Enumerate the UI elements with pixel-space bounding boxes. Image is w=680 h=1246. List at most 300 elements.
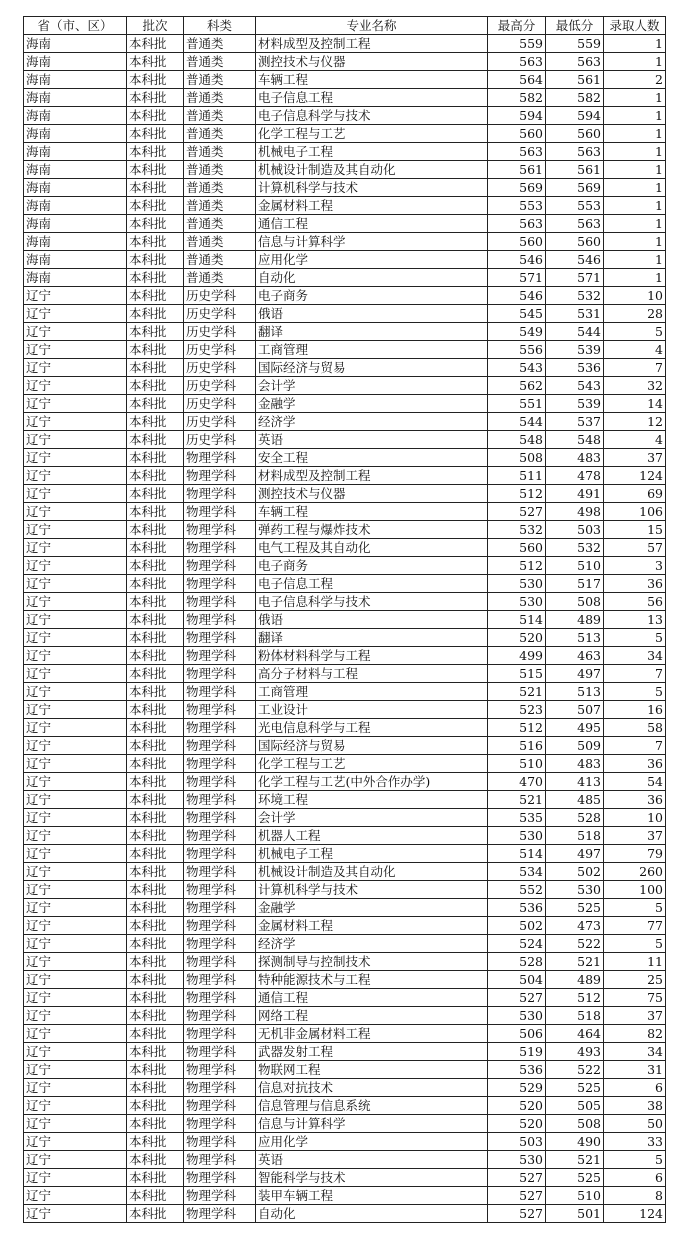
min-score-cell: 522 <box>546 935 604 953</box>
admitted-cell: 1 <box>604 125 666 143</box>
batch-cell: 本科批 <box>127 215 184 233</box>
table-row <box>24 233 666 251</box>
admitted-cell: 6 <box>604 1079 666 1097</box>
province-cell: 海南 <box>24 107 127 125</box>
major-cell: 车辆工程 <box>256 71 488 89</box>
max-score-cell: 534 <box>488 863 546 881</box>
max-score-cell: 546 <box>488 251 546 269</box>
category-cell: 物理学科 <box>184 1187 256 1205</box>
major-cell: 国际经济与贸易 <box>256 737 488 755</box>
batch-cell: 本科批 <box>127 935 184 953</box>
max-score-cell: 563 <box>488 53 546 71</box>
major-cell: 信息对抗技术 <box>256 1079 488 1097</box>
max-score-cell: 548 <box>488 431 546 449</box>
category-cell: 历史学科 <box>184 395 256 413</box>
category-cell: 物理学科 <box>184 503 256 521</box>
max-score-cell: 520 <box>488 629 546 647</box>
province-cell: 辽宁 <box>24 557 127 575</box>
major-cell: 探测制导与控制技术 <box>256 953 488 971</box>
table-row <box>24 179 666 197</box>
province-cell: 辽宁 <box>24 449 127 467</box>
major-cell: 测控技术与仪器 <box>256 53 488 71</box>
admitted-cell: 124 <box>604 1205 666 1223</box>
max-score-cell: 510 <box>488 755 546 773</box>
table-row <box>24 395 666 413</box>
min-score-cell: 548 <box>546 431 604 449</box>
major-cell: 计算机科学与技术 <box>256 881 488 899</box>
batch-cell: 本科批 <box>127 485 184 503</box>
max-score-cell: 514 <box>488 611 546 629</box>
province-cell: 海南 <box>24 35 127 53</box>
max-score-cell: 502 <box>488 917 546 935</box>
major-cell: 金属材料工程 <box>256 197 488 215</box>
table-row <box>24 611 666 629</box>
province-cell: 辽宁 <box>24 305 127 323</box>
category-cell: 物理学科 <box>184 611 256 629</box>
category-cell: 历史学科 <box>184 287 256 305</box>
admitted-cell: 34 <box>604 647 666 665</box>
batch-cell: 本科批 <box>127 809 184 827</box>
major-cell: 电气工程及其自动化 <box>256 539 488 557</box>
major-cell: 英语 <box>256 1151 488 1169</box>
batch-cell: 本科批 <box>127 683 184 701</box>
admitted-cell: 57 <box>604 539 666 557</box>
category-cell: 普通类 <box>184 35 256 53</box>
category-cell: 普通类 <box>184 233 256 251</box>
major-cell: 安全工程 <box>256 449 488 467</box>
major-cell: 测控技术与仪器 <box>256 485 488 503</box>
min-score-cell: 518 <box>546 1007 604 1025</box>
max-score-cell: 556 <box>488 341 546 359</box>
province-cell: 辽宁 <box>24 899 127 917</box>
category-cell: 物理学科 <box>184 539 256 557</box>
min-score-cell: 473 <box>546 917 604 935</box>
max-score-cell: 549 <box>488 323 546 341</box>
major-cell: 光电信息科学与工程 <box>256 719 488 737</box>
province-cell: 辽宁 <box>24 1007 127 1025</box>
max-score-cell: 521 <box>488 791 546 809</box>
table-row <box>24 629 666 647</box>
batch-cell: 本科批 <box>127 863 184 881</box>
min-score-cell: 517 <box>546 575 604 593</box>
table-row <box>24 341 666 359</box>
min-score-cell: 561 <box>546 71 604 89</box>
province-cell: 海南 <box>24 215 127 233</box>
province-cell: 辽宁 <box>24 593 127 611</box>
min-score-cell: 512 <box>546 989 604 1007</box>
max-score-cell: 544 <box>488 413 546 431</box>
batch-cell: 本科批 <box>127 1025 184 1043</box>
table-row <box>24 431 666 449</box>
province-cell: 海南 <box>24 143 127 161</box>
admitted-cell: 50 <box>604 1115 666 1133</box>
table-row <box>24 53 666 71</box>
category-cell: 物理学科 <box>184 1205 256 1223</box>
category-cell: 物理学科 <box>184 1115 256 1133</box>
admitted-cell: 37 <box>604 827 666 845</box>
table-row <box>24 287 666 305</box>
admitted-cell: 14 <box>604 395 666 413</box>
category-cell: 物理学科 <box>184 971 256 989</box>
batch-cell: 本科批 <box>127 431 184 449</box>
max-score-cell: 511 <box>488 467 546 485</box>
admitted-cell: 13 <box>604 611 666 629</box>
major-cell: 经济学 <box>256 413 488 431</box>
batch-cell: 本科批 <box>127 629 184 647</box>
min-score-cell: 491 <box>546 485 604 503</box>
min-score-cell: 483 <box>546 449 604 467</box>
table-row <box>24 557 666 575</box>
admitted-cell: 12 <box>604 413 666 431</box>
max-score-cell: 546 <box>488 287 546 305</box>
batch-cell: 本科批 <box>127 1097 184 1115</box>
province-cell: 海南 <box>24 179 127 197</box>
table-row <box>24 269 666 287</box>
category-cell: 普通类 <box>184 143 256 161</box>
max-score-cell: 516 <box>488 737 546 755</box>
admitted-cell: 10 <box>604 809 666 827</box>
major-cell: 机械设计制造及其自动化 <box>256 863 488 881</box>
min-score-cell: 508 <box>546 1115 604 1133</box>
min-score-cell: 501 <box>546 1205 604 1223</box>
admitted-cell: 34 <box>604 1043 666 1061</box>
admitted-cell: 38 <box>604 1097 666 1115</box>
min-score-cell: 510 <box>546 1187 604 1205</box>
max-score-cell: 594 <box>488 107 546 125</box>
max-score-cell: 470 <box>488 773 546 791</box>
max-score-cell: 527 <box>488 989 546 1007</box>
batch-cell: 本科批 <box>127 1061 184 1079</box>
table-row <box>24 1079 666 1097</box>
table-row <box>24 755 666 773</box>
province-cell: 辽宁 <box>24 719 127 737</box>
max-score-cell: 562 <box>488 377 546 395</box>
province-cell: 辽宁 <box>24 881 127 899</box>
admitted-cell: 28 <box>604 305 666 323</box>
table-row <box>24 35 666 53</box>
category-cell: 普通类 <box>184 251 256 269</box>
admitted-cell: 100 <box>604 881 666 899</box>
category-cell: 物理学科 <box>184 593 256 611</box>
major-cell: 物联网工程 <box>256 1061 488 1079</box>
table-row <box>24 935 666 953</box>
major-cell: 应用化学 <box>256 251 488 269</box>
max-score-cell: 559 <box>488 35 546 53</box>
max-score-cell: 563 <box>488 215 546 233</box>
admitted-cell: 25 <box>604 971 666 989</box>
min-score-cell: 536 <box>546 359 604 377</box>
province-cell: 辽宁 <box>24 1061 127 1079</box>
min-score-cell: 513 <box>546 683 604 701</box>
batch-cell: 本科批 <box>127 737 184 755</box>
category-cell: 物理学科 <box>184 1133 256 1151</box>
category-cell: 物理学科 <box>184 557 256 575</box>
major-cell: 网络工程 <box>256 1007 488 1025</box>
admitted-cell: 79 <box>604 845 666 863</box>
category-cell: 物理学科 <box>184 1079 256 1097</box>
table-row <box>24 413 666 431</box>
category-cell: 物理学科 <box>184 1061 256 1079</box>
admitted-cell: 8 <box>604 1187 666 1205</box>
max-score-cell: 536 <box>488 899 546 917</box>
admission-table <box>23 16 666 1223</box>
table-row <box>24 323 666 341</box>
province-cell: 辽宁 <box>24 773 127 791</box>
table-row <box>24 305 666 323</box>
category-cell: 物理学科 <box>184 683 256 701</box>
category-cell: 物理学科 <box>184 953 256 971</box>
category-cell: 历史学科 <box>184 341 256 359</box>
admitted-cell: 1 <box>604 233 666 251</box>
min-score-cell: 513 <box>546 629 604 647</box>
min-score-cell: 463 <box>546 647 604 665</box>
category-cell: 物理学科 <box>184 917 256 935</box>
table-row <box>24 1115 666 1133</box>
province-cell: 辽宁 <box>24 467 127 485</box>
min-score-cell: 497 <box>546 665 604 683</box>
table-row <box>24 1187 666 1205</box>
province-cell: 辽宁 <box>24 503 127 521</box>
province-cell: 辽宁 <box>24 1043 127 1061</box>
max-score-cell: 514 <box>488 845 546 863</box>
min-score-cell: 464 <box>546 1025 604 1043</box>
max-score-cell: 561 <box>488 161 546 179</box>
max-score-cell: 569 <box>488 179 546 197</box>
category-cell: 物理学科 <box>184 809 256 827</box>
min-score-cell: 483 <box>546 755 604 773</box>
admitted-cell: 1 <box>604 251 666 269</box>
batch-cell: 本科批 <box>127 413 184 431</box>
major-cell: 机械电子工程 <box>256 143 488 161</box>
table-row <box>24 71 666 89</box>
min-score-cell: 478 <box>546 467 604 485</box>
province-cell: 辽宁 <box>24 647 127 665</box>
category-cell: 普通类 <box>184 107 256 125</box>
province-cell: 辽宁 <box>24 1097 127 1115</box>
min-score-cell: 485 <box>546 791 604 809</box>
batch-cell: 本科批 <box>127 953 184 971</box>
max-score-cell: 527 <box>488 503 546 521</box>
category-cell: 物理学科 <box>184 575 256 593</box>
province-cell: 海南 <box>24 233 127 251</box>
major-cell: 电子商务 <box>256 287 488 305</box>
category-cell: 物理学科 <box>184 1169 256 1187</box>
min-score-cell: 489 <box>546 611 604 629</box>
batch-cell: 本科批 <box>127 575 184 593</box>
province-cell: 海南 <box>24 53 127 71</box>
table-row <box>24 1169 666 1187</box>
batch-cell: 本科批 <box>127 773 184 791</box>
max-score-cell: 512 <box>488 719 546 737</box>
batch-cell: 本科批 <box>127 377 184 395</box>
province-cell: 辽宁 <box>24 845 127 863</box>
province-cell: 辽宁 <box>24 323 127 341</box>
admitted-cell: 106 <box>604 503 666 521</box>
table-row <box>24 845 666 863</box>
batch-cell: 本科批 <box>127 341 184 359</box>
table-body <box>24 35 666 1223</box>
category-cell: 物理学科 <box>184 791 256 809</box>
admitted-cell: 1 <box>604 89 666 107</box>
category-cell: 普通类 <box>184 179 256 197</box>
header-major: 专业名称 <box>256 17 488 35</box>
province-cell: 辽宁 <box>24 1079 127 1097</box>
province-cell: 辽宁 <box>24 1133 127 1151</box>
major-cell: 国际经济与贸易 <box>256 359 488 377</box>
max-score-cell: 535 <box>488 809 546 827</box>
category-cell: 物理学科 <box>184 881 256 899</box>
batch-cell: 本科批 <box>127 701 184 719</box>
admitted-cell: 69 <box>604 485 666 503</box>
major-cell: 工商管理 <box>256 341 488 359</box>
province-cell: 辽宁 <box>24 1151 127 1169</box>
batch-cell: 本科批 <box>127 71 184 89</box>
table-row <box>24 359 666 377</box>
admitted-cell: 1 <box>604 53 666 71</box>
category-cell: 物理学科 <box>184 737 256 755</box>
min-score-cell: 543 <box>546 377 604 395</box>
admitted-cell: 1 <box>604 107 666 125</box>
table-row <box>24 1151 666 1169</box>
batch-cell: 本科批 <box>127 1133 184 1151</box>
table-row <box>24 89 666 107</box>
batch-cell: 本科批 <box>127 791 184 809</box>
min-score-cell: 525 <box>546 1079 604 1097</box>
min-score-cell: 413 <box>546 773 604 791</box>
major-cell: 电子信息科学与技术 <box>256 107 488 125</box>
min-score-cell: 505 <box>546 1097 604 1115</box>
table-row <box>24 827 666 845</box>
min-score-cell: 522 <box>546 1061 604 1079</box>
major-cell: 装甲车辆工程 <box>256 1187 488 1205</box>
batch-cell: 本科批 <box>127 611 184 629</box>
admitted-cell: 31 <box>604 1061 666 1079</box>
province-cell: 辽宁 <box>24 395 127 413</box>
category-cell: 物理学科 <box>184 899 256 917</box>
province-cell: 辽宁 <box>24 683 127 701</box>
header-max-score: 最高分 <box>488 17 546 35</box>
min-score-cell: 537 <box>546 413 604 431</box>
batch-cell: 本科批 <box>127 269 184 287</box>
max-score-cell: 520 <box>488 1115 546 1133</box>
batch-cell: 本科批 <box>127 107 184 125</box>
category-cell: 物理学科 <box>184 521 256 539</box>
header-batch: 批次 <box>127 17 184 35</box>
major-cell: 机械电子工程 <box>256 845 488 863</box>
category-cell: 物理学科 <box>184 935 256 953</box>
major-cell: 金融学 <box>256 899 488 917</box>
max-score-cell: 582 <box>488 89 546 107</box>
table-row <box>24 377 666 395</box>
major-cell: 计算机科学与技术 <box>256 179 488 197</box>
admitted-cell: 54 <box>604 773 666 791</box>
batch-cell: 本科批 <box>127 1079 184 1097</box>
admitted-cell: 5 <box>604 1151 666 1169</box>
batch-cell: 本科批 <box>127 827 184 845</box>
max-score-cell: 571 <box>488 269 546 287</box>
province-cell: 海南 <box>24 197 127 215</box>
batch-cell: 本科批 <box>127 287 184 305</box>
category-cell: 普通类 <box>184 269 256 287</box>
province-cell: 辽宁 <box>24 611 127 629</box>
batch-cell: 本科批 <box>127 989 184 1007</box>
category-cell: 物理学科 <box>184 449 256 467</box>
max-score-cell: 543 <box>488 359 546 377</box>
batch-cell: 本科批 <box>127 233 184 251</box>
major-cell: 金属材料工程 <box>256 917 488 935</box>
max-score-cell: 530 <box>488 593 546 611</box>
header-province: 省（市、区） <box>24 17 127 35</box>
table-row <box>24 143 666 161</box>
province-cell: 海南 <box>24 125 127 143</box>
header-admitted: 录取人数 <box>604 17 666 35</box>
batch-cell: 本科批 <box>127 53 184 71</box>
category-cell: 物理学科 <box>184 485 256 503</box>
admitted-cell: 77 <box>604 917 666 935</box>
batch-cell: 本科批 <box>127 1187 184 1205</box>
major-cell: 应用化学 <box>256 1133 488 1151</box>
table-row <box>24 1061 666 1079</box>
province-cell: 海南 <box>24 71 127 89</box>
min-score-cell: 528 <box>546 809 604 827</box>
table-row <box>24 881 666 899</box>
table-row <box>24 521 666 539</box>
admitted-cell: 7 <box>604 665 666 683</box>
max-score-cell: 506 <box>488 1025 546 1043</box>
major-cell: 电子商务 <box>256 557 488 575</box>
province-cell: 辽宁 <box>24 341 127 359</box>
admitted-cell: 2 <box>604 71 666 89</box>
batch-cell: 本科批 <box>127 539 184 557</box>
category-cell: 物理学科 <box>184 1007 256 1025</box>
province-cell: 辽宁 <box>24 359 127 377</box>
max-score-cell: 520 <box>488 1097 546 1115</box>
admitted-cell: 33 <box>604 1133 666 1151</box>
category-cell: 物理学科 <box>184 629 256 647</box>
min-score-cell: 560 <box>546 233 604 251</box>
header-row <box>24 17 666 35</box>
max-score-cell: 563 <box>488 143 546 161</box>
admitted-cell: 82 <box>604 1025 666 1043</box>
min-score-cell: 493 <box>546 1043 604 1061</box>
table-row <box>24 1025 666 1043</box>
admitted-cell: 5 <box>604 683 666 701</box>
table-row <box>24 1007 666 1025</box>
category-cell: 物理学科 <box>184 1151 256 1169</box>
min-score-cell: 532 <box>546 539 604 557</box>
max-score-cell: 527 <box>488 1205 546 1223</box>
batch-cell: 本科批 <box>127 179 184 197</box>
min-score-cell: 509 <box>546 737 604 755</box>
min-score-cell: 498 <box>546 503 604 521</box>
admitted-cell: 15 <box>604 521 666 539</box>
batch-cell: 本科批 <box>127 755 184 773</box>
category-cell: 普通类 <box>184 215 256 233</box>
batch-cell: 本科批 <box>127 971 184 989</box>
batch-cell: 本科批 <box>127 125 184 143</box>
major-cell: 环境工程 <box>256 791 488 809</box>
category-cell: 历史学科 <box>184 323 256 341</box>
major-cell: 机器人工程 <box>256 827 488 845</box>
max-score-cell: 528 <box>488 953 546 971</box>
max-score-cell: 499 <box>488 647 546 665</box>
admitted-cell: 1 <box>604 197 666 215</box>
max-score-cell: 503 <box>488 1133 546 1151</box>
batch-cell: 本科批 <box>127 251 184 269</box>
major-cell: 电子信息工程 <box>256 575 488 593</box>
max-score-cell: 512 <box>488 485 546 503</box>
table-row <box>24 539 666 557</box>
